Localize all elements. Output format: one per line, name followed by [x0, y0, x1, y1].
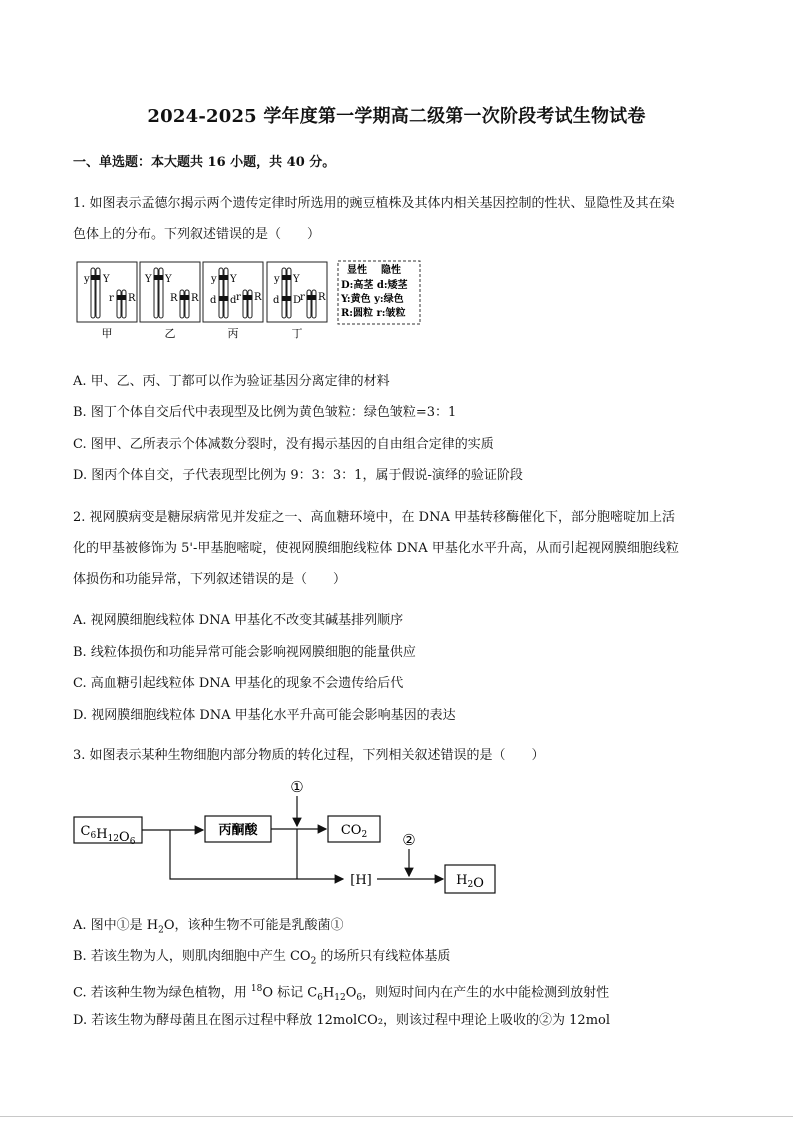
gene-label: R	[170, 293, 178, 304]
gene-label: Y	[145, 274, 152, 285]
q1-option-b: B. 图丁个体自交后代中表现型及比例为黄色皱粒：绿色皱粒=3：1	[73, 405, 457, 420]
gene-label: y	[211, 274, 217, 285]
panel-jia	[77, 262, 137, 340]
q3-option-d: D. 若该生物为酵母菌且在图示过程中释放 12molCO₂，则该过程中理论上吸收的②为 12mol	[73, 1013, 611, 1028]
q2-stem-line3: 体损伤和功能异常，下列叙述错误的是（ ）	[73, 572, 347, 587]
q1-option-d: D. 图丙个体自交，子代表现型比例为 9：3：3：1，属于假说-演绎的验证阶段	[73, 468, 523, 483]
panel-label: 丙	[227, 327, 239, 340]
q3-option-c-mid: O 标记 C	[262, 985, 318, 1001]
q1-stem-line1: 1. 如图表示孟德尔揭示两个遗传定律时所选用的豌豆植株及其体内相关基因控制的性状、显隐性及其在染	[73, 196, 675, 211]
legend-row: R:圆粒 r:皱粒	[341, 308, 406, 319]
legend-recessive-header: 隐性	[381, 265, 401, 276]
page-title: 2024-2025 学年度第一学期高二级第一次阶段考试生物试卷	[147, 106, 646, 127]
co2-label: $CO_2$	[340, 823, 368, 840]
panel-yi	[140, 262, 200, 340]
q1-option-a: A. 甲、乙、丙、丁都可以作为验证基因分离定律的材料	[73, 374, 390, 389]
q1-option-c: C. 图甲、乙所表示个体减数分裂时，没有揭示基因的自由组合定律的实质	[73, 437, 494, 452]
panel-label: 乙	[164, 327, 176, 340]
gene-label: r	[236, 292, 241, 303]
q3-option-a-post: O，该种生物不可能是乳酸菌①	[163, 918, 344, 933]
gene-label: D	[293, 295, 302, 306]
gene-label: Y	[293, 274, 300, 285]
gene-label: r	[109, 293, 114, 304]
gene-label: R	[128, 293, 136, 304]
q3-option-a-pre: A. 图中①是 H	[73, 918, 159, 933]
gene-label: d	[210, 295, 217, 306]
gene-label: R	[191, 293, 199, 304]
panel-bing	[203, 262, 263, 340]
marker-2: ②	[402, 831, 416, 849]
q3-option-c-pre: C. 若该种生物为绿色植物，用	[73, 985, 251, 1001]
marker-1: ①	[290, 778, 304, 796]
legend-row: Y:黄色 y:绿色	[341, 294, 404, 305]
q3-option-b-post: 的场所只有线粒体基质	[316, 949, 451, 964]
gene-label: y	[274, 274, 280, 285]
q1-stem-line2: 色体上的分布。下列叙述错误的是（ ）	[73, 227, 321, 242]
q3-option-a: A. 图中①是 $H_2O$，该种生物不可能是乳酸菌①	[73, 918, 344, 936]
q3-option-b-pre: B. 若该生物为人，则肌肉细胞中产生 CO	[73, 949, 311, 964]
q2-option-a: A. 视网膜细胞线粒体 DNA 甲基化不改变其碱基排列顺序	[73, 613, 404, 628]
gene-label: Y	[165, 274, 172, 285]
gene-label: y	[84, 274, 90, 285]
water-label: $H_2O$	[456, 873, 484, 891]
gene-label: R	[318, 292, 326, 303]
panel-ding	[267, 262, 327, 340]
isotope-superscript: 18	[250, 984, 263, 994]
panel-label: 甲	[101, 327, 113, 340]
section-heading: 一、单选题：本大题共 16 小题，共 40 分。	[73, 155, 336, 170]
q3-stem: 3. 如图表示某种生物细胞内部分物质的转化过程，下列相关叙述错误的是（ ）	[73, 748, 545, 763]
legend-dominant-header: 显性	[347, 265, 367, 276]
h-label: [H]	[350, 873, 372, 888]
q3-option-c: C. 若该种生物为绿色植物，用 $^{18}$O 标记 $C_6H_{12}O_6$，则短时间内在产生的水中能检测到放射性	[73, 984, 610, 1003]
q2-option-c: C. 高血糖引起线粒体 DNA 甲基化的现象不会遗传给后代	[73, 676, 404, 691]
panel-label: 丁	[291, 327, 303, 340]
glucose-label: $C_6H_{12}O_6$	[80, 824, 136, 847]
gene-label: d	[273, 295, 280, 306]
q1-chromosome-figure	[76, 258, 424, 346]
gene-label: R	[254, 292, 262, 303]
gene-legend	[338, 261, 420, 324]
pyruvate-label: 丙酮酸	[218, 823, 258, 838]
q2-option-b: B. 线粒体损伤和功能异常可能会影响视网膜细胞的能量供应	[73, 645, 416, 660]
gene-label: Y	[230, 274, 237, 285]
gene-label: d	[230, 295, 237, 306]
q3-metabolism-diagram	[70, 772, 510, 902]
q3-option-b: B. 若该生物为人，则肌肉细胞中产生 $CO_2$ 的场所只有线粒体基质	[73, 949, 451, 967]
q3-option-c-post: ，则短时间内在产生的水中能检测到放射性	[362, 985, 610, 1001]
q2-option-d: D. 视网膜细胞线粒体 DNA 甲基化水平升高可能会影响基因的表达	[73, 708, 456, 723]
gene-label: r	[300, 292, 305, 303]
q2-stem-line1: 2. 视网膜病变是糖尿病常见并发症之一、高血糖环境中，在 DNA 甲基转移酶催化下，部分胞嘧啶加上活	[73, 510, 675, 525]
q2-stem-line2: 化的甲基被修饰为 5'-甲基胞嘧啶，使视网膜细胞线粒体 DNA 甲基化水平升高，从而引起视网膜细胞线粒	[73, 541, 679, 556]
gene-label: Y	[103, 274, 110, 285]
page-bottom-rule	[0, 1116, 793, 1117]
legend-row: D:高茎 d:矮茎	[341, 280, 408, 291]
